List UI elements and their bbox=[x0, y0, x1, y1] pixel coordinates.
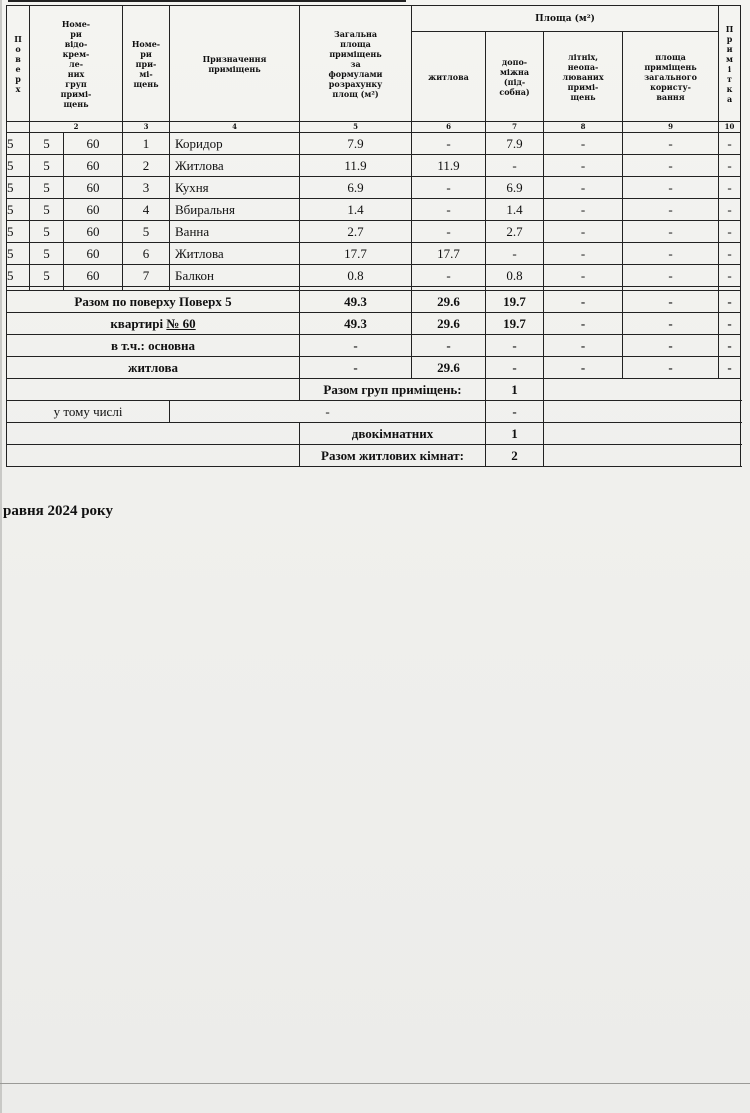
header-line: формулами bbox=[328, 68, 383, 79]
page-edge bbox=[0, 0, 2, 1113]
groups-total-value: 1 bbox=[486, 379, 544, 401]
header-line: ри bbox=[70, 28, 82, 39]
header-line: и bbox=[726, 43, 733, 54]
room-number-cell: 3 bbox=[123, 177, 170, 199]
apartment-cell: 60 bbox=[64, 265, 123, 287]
room-row bbox=[7, 133, 741, 155]
room-row bbox=[7, 243, 741, 265]
header-groups bbox=[30, 6, 123, 122]
floor-total-summer: - bbox=[544, 291, 623, 313]
header-line: приміщень bbox=[644, 61, 697, 72]
header-line: ри bbox=[140, 48, 152, 59]
apartment-cell: 60 bbox=[64, 177, 123, 199]
header-line: примі- bbox=[567, 81, 599, 92]
header-line: т bbox=[727, 73, 733, 84]
groups-total-row bbox=[7, 379, 741, 401]
summer-area-cell: - bbox=[544, 133, 623, 155]
auxiliary-area-cell: 2.7 bbox=[486, 221, 544, 243]
summer-area-cell: - bbox=[544, 155, 623, 177]
floor-total-label: Разом по поверху Поверх 5 bbox=[7, 291, 300, 313]
floor-cell: 5 bbox=[7, 177, 30, 199]
header-line: в bbox=[15, 53, 21, 64]
note-cell: - bbox=[719, 155, 741, 177]
two-room-value: 1 bbox=[486, 423, 544, 445]
header-line: вання bbox=[656, 91, 685, 102]
room-row bbox=[7, 221, 741, 243]
apartment-total-summer: - bbox=[544, 313, 623, 335]
header-line: Загальна bbox=[333, 28, 378, 39]
column-number: 2 bbox=[30, 122, 123, 133]
header-line: о bbox=[15, 43, 21, 54]
header-purpose bbox=[170, 6, 300, 122]
bottom-rule bbox=[0, 1083, 750, 1084]
header-line: розрахунку bbox=[328, 78, 383, 89]
total-area-cell: 7.9 bbox=[300, 133, 412, 155]
header-line: Номе- bbox=[131, 38, 161, 49]
common-area-cell: - bbox=[623, 243, 719, 265]
floor-cell: 5 bbox=[7, 265, 30, 287]
living-rooms-value: 2 bbox=[486, 445, 544, 467]
floor-cell: 5 bbox=[7, 199, 30, 221]
group-cell: 5 bbox=[30, 265, 64, 287]
living-rooms-total-row bbox=[7, 445, 741, 467]
summary-blank bbox=[544, 423, 741, 445]
total-area-cell: 1.4 bbox=[300, 199, 412, 221]
group-cell: 5 bbox=[30, 155, 64, 177]
apartment-total-area: 49.3 bbox=[300, 313, 412, 335]
apartment-total-living: 29.6 bbox=[412, 313, 486, 335]
auxiliary-area-cell: - bbox=[486, 155, 544, 177]
header-line: Номе- bbox=[61, 18, 91, 29]
header-line: при- bbox=[135, 58, 157, 69]
two-room-row bbox=[7, 423, 741, 445]
living-rooms-label: Разом житлових кімнат: bbox=[300, 445, 486, 467]
header-line: р bbox=[15, 73, 21, 84]
column-number-row bbox=[7, 122, 741, 133]
room-row bbox=[7, 265, 741, 287]
floor-total-aux: 19.7 bbox=[486, 291, 544, 313]
header-line: і bbox=[728, 63, 732, 74]
apartment-cell: 60 bbox=[64, 243, 123, 265]
group-cell: 5 bbox=[30, 243, 64, 265]
living-area-cell: - bbox=[412, 133, 486, 155]
column-number: 8 bbox=[544, 122, 623, 133]
including-label: у тому числі bbox=[7, 401, 170, 423]
header-line: а bbox=[726, 93, 733, 104]
auxiliary-area-cell: 6.9 bbox=[486, 177, 544, 199]
auxiliary-area-cell: - bbox=[486, 243, 544, 265]
room-row bbox=[7, 199, 741, 221]
footer-date: равня 2024 року bbox=[3, 503, 113, 519]
apartment-cell: 60 bbox=[64, 199, 123, 221]
group-cell: 5 bbox=[30, 133, 64, 155]
common-area-cell: - bbox=[623, 221, 719, 243]
column-number: 6 bbox=[412, 122, 486, 133]
column-number: 9 bbox=[623, 122, 719, 133]
common-area-cell: - bbox=[623, 199, 719, 221]
header-line: мі- bbox=[139, 68, 153, 79]
auxiliary-area-cell: 0.8 bbox=[486, 265, 544, 287]
two-room-label: двокімнатних bbox=[300, 423, 486, 445]
apartment-total-row bbox=[7, 313, 741, 335]
header-floor bbox=[7, 6, 30, 122]
header-line: щень bbox=[570, 91, 596, 102]
main-area-total: - bbox=[300, 335, 412, 357]
header-line: допо- bbox=[501, 56, 528, 67]
header-row-1 bbox=[7, 6, 741, 32]
note-cell: - bbox=[719, 243, 741, 265]
total-area-cell: 11.9 bbox=[300, 155, 412, 177]
purpose-cell: Вбиральня bbox=[170, 199, 300, 221]
total-area-cell: 2.7 bbox=[300, 221, 412, 243]
floor-cell: 5 bbox=[7, 155, 30, 177]
apartment-total-aux: 19.7 bbox=[486, 313, 544, 335]
main-area-aux: - bbox=[486, 335, 544, 357]
header-line: приміщень bbox=[329, 48, 382, 59]
note-cell: - bbox=[719, 177, 741, 199]
purpose-cell: Ванна bbox=[170, 221, 300, 243]
header-line: крем- bbox=[62, 48, 90, 59]
living-area-cell: - bbox=[412, 177, 486, 199]
including-value: - bbox=[486, 401, 544, 423]
groups-total-label: Разом груп приміщень: bbox=[300, 379, 486, 401]
floor-total-area: 49.3 bbox=[300, 291, 412, 313]
header-line: них bbox=[67, 68, 85, 79]
main-area-label: в т.ч.: основна bbox=[7, 335, 300, 357]
floor-total-living: 29.6 bbox=[412, 291, 486, 313]
living-area-note: - bbox=[719, 357, 741, 379]
summary-blank bbox=[544, 401, 741, 423]
column-number: 3 bbox=[123, 122, 170, 133]
summary-blank bbox=[544, 445, 741, 467]
header-line: площа bbox=[340, 38, 371, 49]
group-cell: 5 bbox=[30, 221, 64, 243]
header-line: щень bbox=[63, 98, 89, 109]
living-area-row bbox=[7, 357, 741, 379]
column-number: 10 bbox=[719, 122, 741, 133]
header-line: П bbox=[725, 23, 734, 34]
apartment-number: № 60 bbox=[166, 315, 196, 331]
header-line: примі- bbox=[60, 88, 92, 99]
living-area-cell: - bbox=[412, 221, 486, 243]
living-area-cell: 17.7 bbox=[412, 243, 486, 265]
header-line: міжна bbox=[499, 66, 530, 77]
main-area-row bbox=[7, 335, 741, 357]
premises-register-table bbox=[6, 5, 741, 467]
main-area-note: - bbox=[719, 335, 741, 357]
header-room-numbers bbox=[123, 6, 170, 122]
room-row bbox=[7, 177, 741, 199]
living-area-label: житлова bbox=[7, 357, 300, 379]
including-row bbox=[7, 401, 741, 423]
total-area-cell: 17.7 bbox=[300, 243, 412, 265]
main-area-summer: - bbox=[544, 335, 623, 357]
header-living bbox=[412, 32, 486, 122]
including-dash: - bbox=[170, 401, 486, 423]
header-line: щень bbox=[133, 78, 159, 89]
header-summer bbox=[544, 32, 623, 122]
main-area-common: - bbox=[623, 335, 719, 357]
header-line: люваних bbox=[562, 71, 604, 82]
floor-cell: 5 bbox=[7, 243, 30, 265]
summer-area-cell: - bbox=[544, 199, 623, 221]
header-line: собна) bbox=[499, 86, 530, 97]
summary-blank bbox=[7, 445, 300, 467]
header-line: площа bbox=[655, 51, 686, 62]
purpose-cell: Житлова bbox=[170, 243, 300, 265]
header-common bbox=[623, 32, 719, 122]
floor-cell: 5 bbox=[7, 221, 30, 243]
apartment-total-common: - bbox=[623, 313, 719, 335]
auxiliary-area-cell: 1.4 bbox=[486, 199, 544, 221]
header-line: загального bbox=[644, 71, 697, 82]
summary-blank bbox=[7, 423, 300, 445]
living-area-aux: - bbox=[486, 357, 544, 379]
living-area-total: - bbox=[300, 357, 412, 379]
room-number-cell: 5 bbox=[123, 221, 170, 243]
note-cell: - bbox=[719, 265, 741, 287]
top-rule bbox=[8, 0, 406, 2]
header-line: за bbox=[350, 58, 361, 69]
header-line: е bbox=[15, 63, 21, 74]
main-area-living: - bbox=[412, 335, 486, 357]
note-cell: - bbox=[719, 199, 741, 221]
header-area-group: Площа (м²) bbox=[412, 6, 719, 32]
header-line: П bbox=[14, 33, 22, 44]
apartment-cell: 60 bbox=[64, 155, 123, 177]
living-area-cell: - bbox=[412, 199, 486, 221]
header-line: житлова bbox=[428, 71, 469, 82]
summary-blank bbox=[7, 379, 300, 401]
living-area-living: 29.6 bbox=[412, 357, 486, 379]
floor-total-common: - bbox=[623, 291, 719, 313]
header-line: приміщень bbox=[208, 63, 261, 74]
total-area-cell: 0.8 bbox=[300, 265, 412, 287]
purpose-cell: Коридор bbox=[170, 133, 300, 155]
living-area-summer: - bbox=[544, 357, 623, 379]
header-line: к bbox=[726, 83, 733, 94]
floor-total-note: - bbox=[719, 291, 741, 313]
room-row bbox=[7, 155, 741, 177]
header-line: Призначення bbox=[202, 53, 267, 64]
column-number: 4 bbox=[170, 122, 300, 133]
summer-area-cell: - bbox=[544, 177, 623, 199]
column-number: 5 bbox=[300, 122, 412, 133]
purpose-cell: Кухня bbox=[170, 177, 300, 199]
apartment-cell: 60 bbox=[64, 221, 123, 243]
room-number-cell: 2 bbox=[123, 155, 170, 177]
header-line: ле- bbox=[68, 58, 84, 69]
column-number: 7 bbox=[486, 122, 544, 133]
header-total-area bbox=[300, 6, 412, 122]
header-line: відо- bbox=[64, 38, 88, 49]
purpose-cell: Житлова bbox=[170, 155, 300, 177]
common-area-cell: - bbox=[623, 177, 719, 199]
apartment-label-prefix: квартирі bbox=[110, 315, 164, 331]
header-line: (під- bbox=[503, 76, 526, 87]
floor-total-row bbox=[7, 291, 741, 313]
living-area-common: - bbox=[623, 357, 719, 379]
room-number-cell: 4 bbox=[123, 199, 170, 221]
room-number-cell: 6 bbox=[123, 243, 170, 265]
apartment-total-note: - bbox=[719, 313, 741, 335]
room-number-cell: 7 bbox=[123, 265, 170, 287]
header-notes bbox=[719, 6, 741, 122]
header-line: площ (м²) bbox=[332, 88, 379, 99]
common-area-cell: - bbox=[623, 265, 719, 287]
purpose-cell: Балкон bbox=[170, 265, 300, 287]
group-cell: 5 bbox=[30, 177, 64, 199]
header-auxiliary bbox=[486, 32, 544, 122]
header-line: літніх, bbox=[567, 51, 599, 62]
header-line: р bbox=[726, 33, 733, 44]
group-cell: 5 bbox=[30, 199, 64, 221]
apartment-total-label bbox=[7, 313, 300, 335]
note-cell: - bbox=[719, 221, 741, 243]
summer-area-cell: - bbox=[544, 265, 623, 287]
common-area-cell: - bbox=[623, 155, 719, 177]
total-area-cell: 6.9 bbox=[300, 177, 412, 199]
common-area-cell: - bbox=[623, 133, 719, 155]
floor-cell: 5 bbox=[7, 133, 30, 155]
header-line: неопа- bbox=[567, 61, 599, 72]
header-line: х bbox=[15, 83, 21, 94]
summer-area-cell: - bbox=[544, 221, 623, 243]
summer-area-cell: - bbox=[544, 243, 623, 265]
column-number bbox=[7, 122, 30, 133]
header-line: м bbox=[726, 53, 733, 64]
note-cell: - bbox=[719, 133, 741, 155]
apartment-cell: 60 bbox=[64, 133, 123, 155]
auxiliary-area-cell: 7.9 bbox=[486, 133, 544, 155]
room-number-cell: 1 bbox=[123, 133, 170, 155]
summary-blank bbox=[544, 379, 741, 401]
header-line: користу- bbox=[650, 81, 691, 92]
living-area-cell: 11.9 bbox=[412, 155, 486, 177]
living-area-cell: - bbox=[412, 265, 486, 287]
header-line: груп bbox=[65, 78, 87, 89]
